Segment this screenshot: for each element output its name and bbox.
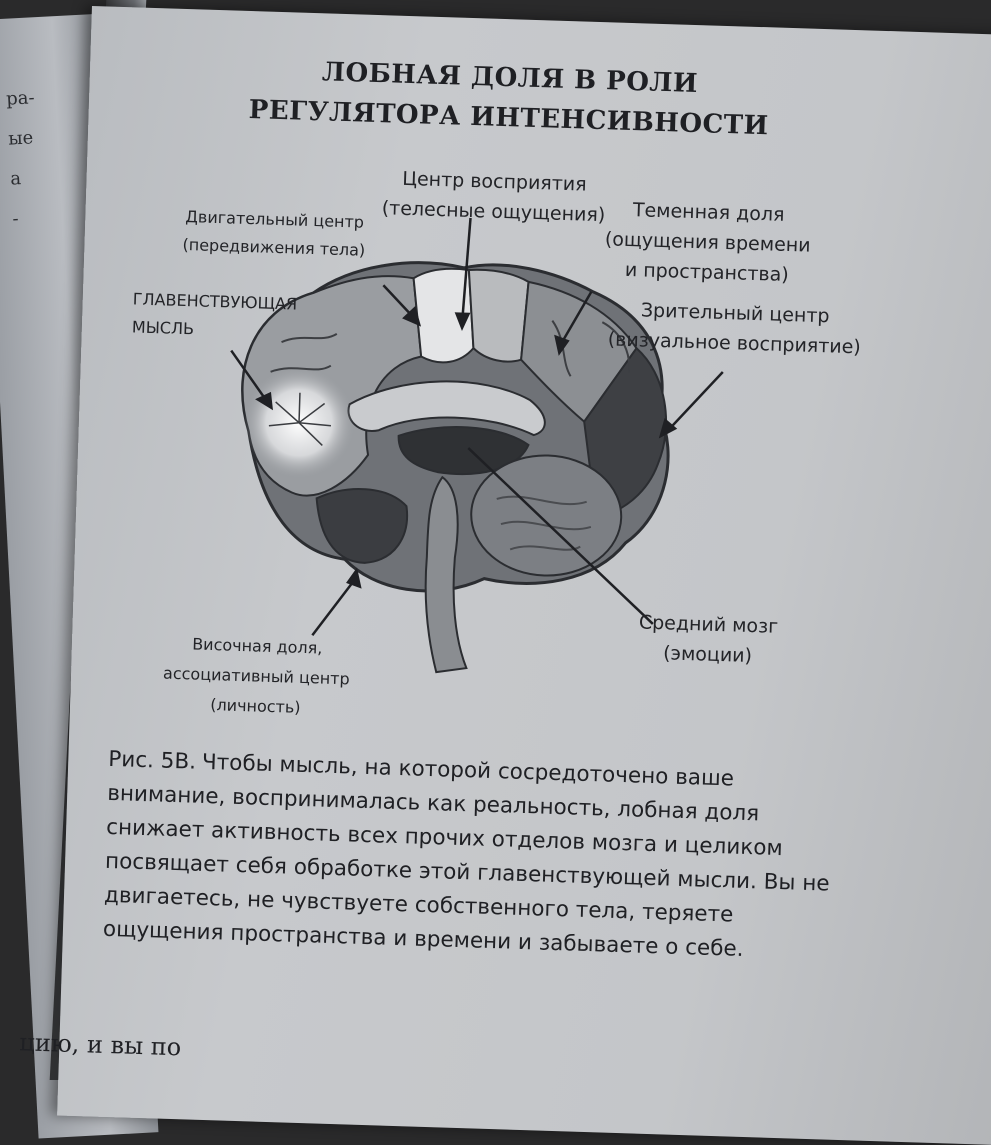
label-motor-line2: (передвижения тела)	[182, 234, 366, 260]
label-dominant-line1: ГЛАВЕНСТВУЮЩАЯ	[132, 289, 298, 314]
label-temporal-line3: (личность)	[209, 695, 301, 717]
label-dominant-line2: МЫСЛЬ	[131, 317, 195, 339]
label-temporal-line2: ассоциативный центр	[162, 663, 350, 689]
figure-caption	[102, 743, 848, 970]
label-parietal-lobe	[604, 194, 812, 290]
label-visual-line2: (визуальное восприятие)	[607, 328, 862, 359]
caption-text: Чтобы мысль, на которой сосредоточено ваше внимание, воспринималась как реальность, лобная доля снижает активность всех прочих отделов мозга и целиком посвящает себя обработке этой главенствующей мысли. Вы не двигаетесь, не чувствуете собственного тела, теряете ощущения пространства и времени и забываете о себе.	[102, 749, 830, 962]
label-perception-center	[381, 163, 606, 230]
label-parietal-line3: и пространства)	[624, 258, 790, 287]
label-parietal-line2: (ощущения времени	[604, 228, 811, 257]
label-temporal-line1: Височная доля,	[191, 634, 323, 658]
book-page	[18, 6, 991, 1145]
label-midbrain-line2: (эмоции)	[662, 642, 753, 668]
left-page-fragment: -	[11, 208, 20, 230]
caption-lead: Рис. 5В.	[107, 746, 197, 775]
label-perception-line2: (телесные ощущения)	[381, 197, 606, 227]
page-title-line2: РЕГУЛЯТОРА ИНТЕНСИВНОСТИ	[248, 94, 770, 142]
label-motor-center	[182, 203, 366, 265]
label-midbrain-line1: Средний мозг	[638, 611, 779, 638]
label-perception-line1: Центр восприятия	[401, 167, 587, 196]
left-page-fragment: ые	[7, 127, 34, 150]
page-title-line1: ЛОБНАЯ ДОЛЯ В РОЛИ	[321, 57, 699, 100]
label-visual-center	[607, 294, 862, 362]
label-motor-line1: Двигательный центр	[185, 207, 365, 232]
label-visual-line1: Зрительный центр	[640, 299, 830, 328]
bottom-text-fragment: цию, и вы по	[18, 1028, 182, 1062]
label-dominant-thought	[131, 285, 297, 346]
left-page-fragment: ра-	[5, 87, 36, 110]
left-page-fragment: а	[9, 168, 22, 190]
label-temporal-lobe	[162, 629, 351, 725]
label-midbrain	[637, 607, 778, 671]
label-parietal-line1: Теменная доля	[632, 199, 785, 226]
sensory-center	[466, 269, 529, 362]
